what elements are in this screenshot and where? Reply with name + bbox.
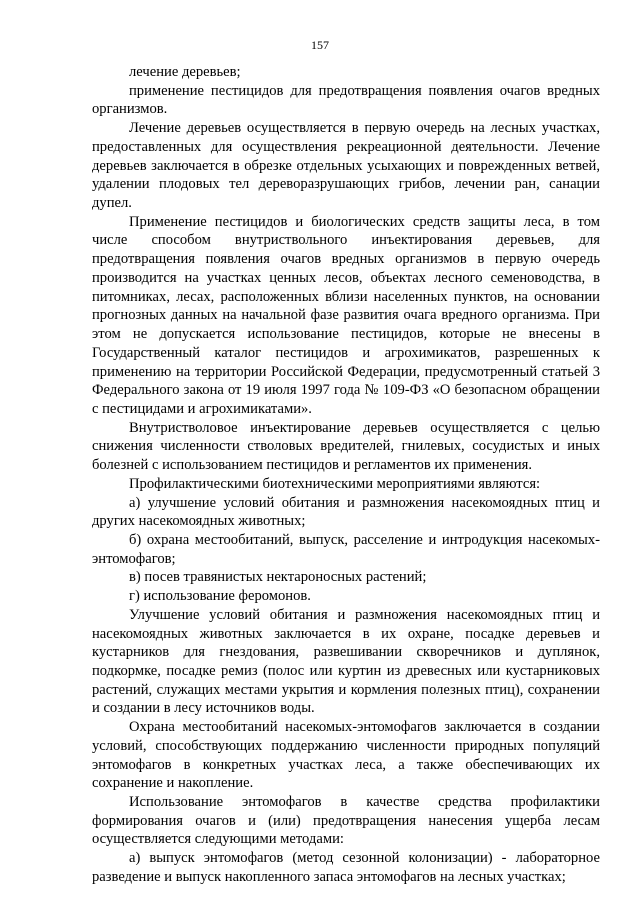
paragraph-2: применение пестицидов для предотвращения появления очагов вредных организмов. xyxy=(92,82,600,118)
page-number: 157 xyxy=(311,38,329,52)
paragraph-9: в) посев травянистых нектароносных растений; xyxy=(129,569,427,586)
body-text xyxy=(92,63,600,887)
paragraph-1: лечение деревьев; xyxy=(129,64,241,80)
paragraph-11: Улучшение условий обитания и размножения насекомоядных птиц и насекомоядных животных заключается в их охране, посадке деревьев и кустарников для гнездования, развешивании скворечников и дуплянок, подкормке, посадке ремиз (полос или куртин из древесных или кустарниковых растений, служащих местами укрытия и кормления полезных птиц), сохранении и создании в лесу источников воды. xyxy=(92,606,600,717)
paragraph-7: а) улучшение условий обитания и размножения насекомоядных птиц и других насекомоядных животных; xyxy=(92,494,600,530)
paragraph-14: а) выпуск энтомофагов (метод сезонной колонизации) - лабораторное разведение и выпуск накопленного запаса энтомофагов на лесных участках; xyxy=(92,850,600,885)
paragraph-8: б) охрана местообитаний, выпуск, расселение и интродукция насекомых-энтомофагов; xyxy=(92,531,600,567)
paragraph-4: Применение пестицидов и биологических средств защиты леса, в том числе способом внутриствольного инъектирования деревьев, для предотвращения появления очагов вредных организмов в первую очередь производится на участках ценных лесов, объектах лесного семеноводства, в питомниках, лесах, расположенных вблизи населенных пунктов, на основании прогнозных данных на начальной фазе развития очага вредного организма. При этом не допускается использование пестицидов, которые не внесены в Государственный каталог пестицидов и агрохимикатов, разрешенных к применению на территории Российской Федерации, предусмотренный статьей 3 Федерального закона от 19 июля 1997 года № 109-ФЗ «О безопасном обращении с пестицидами и агрохимикатами». xyxy=(92,213,600,417)
paragraph-3: Лечение деревьев осуществляется в первую очередь на лесных участках, предоставленных для осуществления рекреационной деятельности. Лечение деревьев заключается в обрезке отдельных усыхающих и поврежденных ветвей, удалении плодовых тел дереворазрушающих грибов, лечении ран, санации дупел. xyxy=(92,120,600,212)
paragraph-10: г) использование феромонов. xyxy=(129,588,311,605)
paragraph-5: Внутристволовое инъектирование деревьев осуществляется с целью снижения численности стволовых вредителей, гнилевых, сосудистых и иных болезней с использованием пестицидов и регламентов их применения. xyxy=(92,419,600,474)
paragraph-6: Профилактическими биотехническими мероприятиями являются: xyxy=(129,475,541,492)
paragraph-12: Охрана местообитаний насекомых-энтомофагов заключается в создании условий, способствующих поддержанию численности природных популяций энтомофагов в конкретных участках леса, а также обеспечивающих их сохранение и накопление. xyxy=(92,719,600,792)
paragraph-13: Использование энтомофагов в качестве средства профилактики формирования очагов и (или) предотвращения нанесения ущерба лесам осуществляется следующими методами: xyxy=(92,794,600,848)
